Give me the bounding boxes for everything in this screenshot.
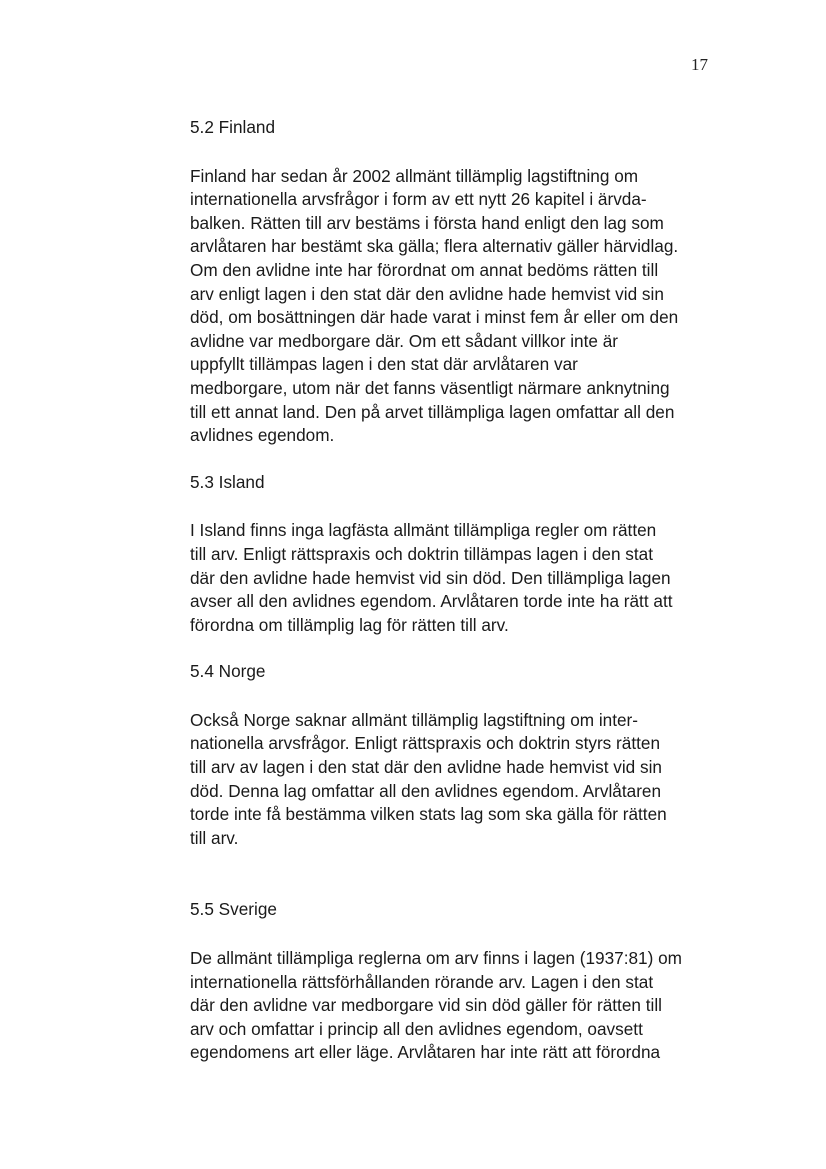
page-number: 17 (691, 55, 708, 74)
section-paragraph-finland (190, 165, 720, 448)
document-body (190, 116, 720, 1065)
text-line: nationella arvsfrågor. Enligt rättspraxis och doktrin styrs rätten (190, 733, 661, 754)
section-heading-norge: 5.4 Norge (190, 661, 266, 682)
text-line: torde inte få bestämma vilken stats lag som ska gälla för rätten (190, 804, 667, 825)
text-line: förordna om tillämplig lag för rätten till arv. (190, 614, 509, 635)
section-paragraph-sverige (190, 947, 720, 1065)
text-line: där den avlidne hade hemvist vid sin död. Den tillämpliga lagen (190, 567, 671, 588)
text-line: uppfyllt tillämpas lagen i den stat där arvlåtaren var (190, 354, 578, 375)
text-line: internationella rättsförhållanden rörande arv. Lagen i den stat (190, 971, 654, 992)
text-line: död. Denna lag omfattar all den avlidnes egendom. Arvlåtaren (190, 780, 662, 801)
text-line: medborgare, utom när det fanns väsentligt närmare anknytning (190, 377, 670, 398)
text-line: arv enligt lagen i den stat där den avlidne hade hemvist vid sin (190, 283, 664, 304)
text-line: avser all den avlidnes egendom. Arvlåtaren torde inte ha rätt att (190, 591, 673, 612)
text-line: De allmänt tillämpliga reglerna om arv finns i lagen (1937:81) om (190, 948, 682, 969)
text-line: balken. Rätten till arv bestäms i första hand enligt den lag som (190, 212, 664, 233)
section-heading-island: 5.3 Island (190, 471, 265, 492)
text-line: där den avlidne var medborgare vid sin död gäller för rätten till (190, 995, 662, 1016)
text-line: I Island finns inga lagfästa allmänt tillämpliga regler om rätten (190, 520, 657, 541)
text-line: arvlåtaren har bestämt ska gälla; flera alternativ gäller härvidlag. (190, 236, 679, 257)
text-line: död, om bosättningen där hade varat i minst fem år eller om den (190, 307, 679, 328)
section-paragraph-norge (190, 709, 720, 851)
section-heading-finland: 5.2 Finland (190, 117, 276, 137)
section-heading-sverige: 5.5 Sverige (190, 899, 277, 920)
text-line: till arv. Enligt rättspraxis och doktrin tillämpas lagen i den stat (190, 543, 653, 564)
text-line: till arv av lagen i den stat där den avlidne hade hemvist vid sin (190, 757, 662, 778)
section-paragraph-island (190, 519, 720, 637)
text-line: Finland har sedan år 2002 allmänt tillämplig lagstiftning om (190, 165, 639, 186)
text-line: avlidnes egendom. (190, 425, 335, 446)
text-line: Om den avlidne inte har förordnat om annat bedöms rätten till (190, 259, 659, 280)
text-line: avlidne var medborgare där. Om ett sådant villkor inte är (190, 330, 618, 351)
text-line: internationella arvsfrågor i form av ett nytt 26 kapitel i ärvda- (190, 189, 647, 210)
text-line: Också Norge saknar allmänt tillämplig lagstiftning om inter- (190, 709, 639, 730)
text-line: egendomens art eller läge. Arvlåtaren har inte rätt att förordna (190, 1042, 661, 1063)
text-line: till ett annat land. Den på arvet tillämpliga lagen omfattar all den (190, 401, 675, 422)
text-line: arv och omfattar i princip all den avlidnes egendom, oavsett (190, 1018, 643, 1039)
text-line: till arv. (190, 827, 239, 848)
